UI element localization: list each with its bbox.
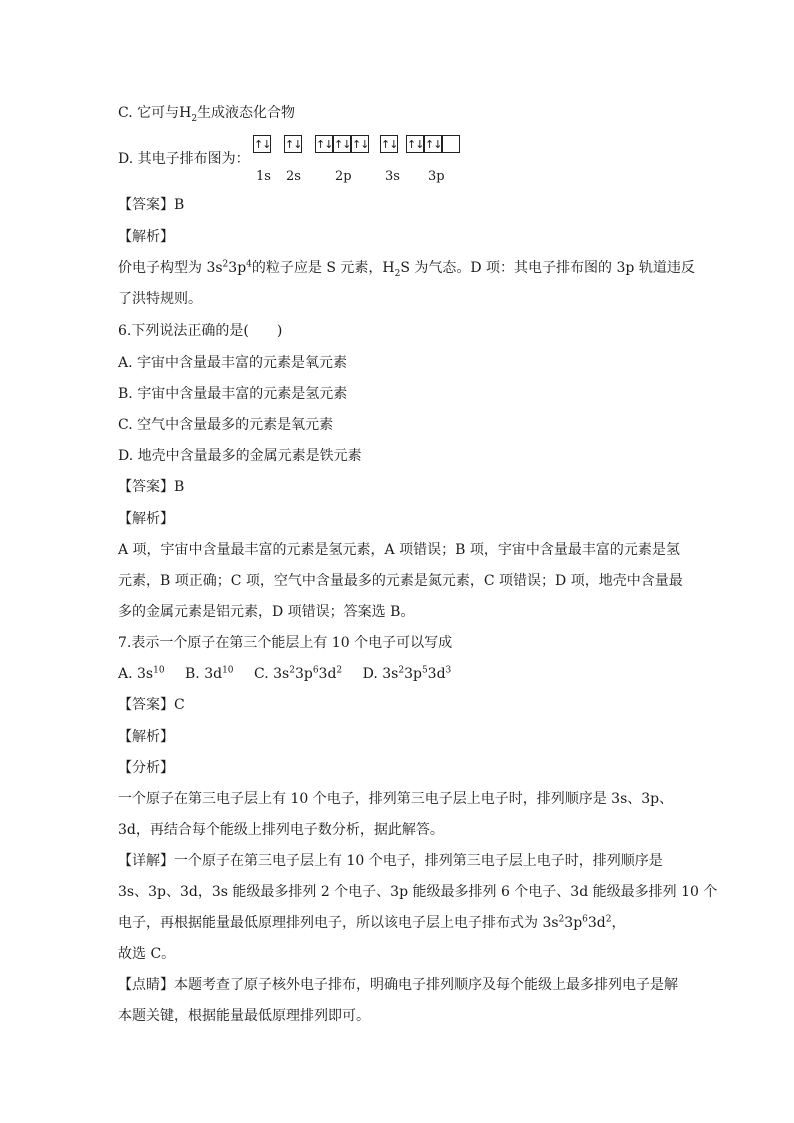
- text-run: 3d: [587, 915, 606, 931]
- superscript: 5: [421, 665, 428, 676]
- orbital-label-1s: 1s: [256, 169, 271, 184]
- q5-analysis-line-2: 了洪特规则。: [118, 291, 202, 307]
- orbital-box-2p-2: ↑↓: [333, 135, 351, 153]
- q7-xiangjie-line-3: [118, 913, 626, 933]
- q7-option-c: [254, 666, 342, 682]
- q6-analysis-heading: 【解析】: [118, 511, 174, 527]
- q7-xiangjie-line-4: 故选 C。: [118, 946, 176, 962]
- text-run: B. 3d: [185, 666, 223, 682]
- q5-analysis-heading: 【解析】: [118, 229, 174, 245]
- q7-stem: 7.表示一个原子在第三个能层上有 10 个电子可以写成: [118, 635, 453, 651]
- orbital-box-3p-2: ↑↓: [424, 135, 442, 153]
- text-run: ，: [611, 915, 626, 931]
- q5-answer: 【答案】B: [118, 197, 185, 213]
- orbital-box-3p-3: [442, 135, 460, 153]
- superscript: 6: [312, 665, 319, 676]
- q7-xiangjie-line-1: [118, 851, 663, 871]
- text-run: 3d: [427, 666, 446, 682]
- q7-option-d: [363, 666, 452, 682]
- q6-option-a: A. 宇宙中含量最丰富的元素是氧元素: [118, 355, 348, 371]
- q5-option-c-text: C. 它可与H: [118, 105, 192, 121]
- q6-analysis-line-1: A 项，宇宙中含量最丰富的元素是氢元素，A 项错误；B 项，宇宙中含量最丰富的元素是氢: [118, 542, 680, 558]
- orbital-label-3p: 3p: [428, 169, 445, 184]
- q6-answer: 【答案】B: [118, 479, 185, 495]
- orbital-label-2s: 2s: [286, 169, 301, 184]
- text-run: S 为气态。D 项：其电子排布图的 3p 轨道违反: [400, 260, 695, 276]
- superscript: 2: [222, 259, 229, 270]
- text-run: 3d: [318, 666, 337, 682]
- q5-option-c: [118, 103, 295, 123]
- text-run: 3p: [294, 666, 313, 682]
- superscript: 2: [398, 665, 405, 676]
- text-run: 价电子构型为 3s: [118, 260, 223, 276]
- superscript: 10: [153, 665, 165, 676]
- q6-option-b: B. 宇宙中含量最丰富的元素是氢元素: [118, 386, 348, 402]
- q7-fenxi-line-2: 3d，再结合每个能级上排列电子数分析，据此解答。: [118, 822, 444, 838]
- q5-option-d: D. 其电子排布图为：: [118, 151, 250, 167]
- orbital-box-2p-3: ↑↓: [351, 135, 369, 153]
- q7-option-a: [118, 666, 165, 682]
- q7-options: [118, 664, 451, 684]
- q7-dianjing-line-2: 本题关键，根据能量最低原理排列即可。: [118, 1008, 370, 1024]
- orbital-box-2p-1: ↑↓: [315, 135, 333, 153]
- superscript: 4: [246, 259, 252, 270]
- superscript: 2: [605, 914, 612, 925]
- orbital-label-2p: 2p: [335, 169, 352, 184]
- orbital-box-1s: ↑↓: [253, 135, 271, 153]
- xiangjie-heading: 【详解】: [118, 853, 174, 869]
- q6-stem: 6.下列说法正确的是( ): [118, 323, 283, 339]
- text-run: 电子，再根据能量最低原理排列电子，所以该电子层上电子排布式为 3s: [118, 915, 559, 931]
- q7-xiangjie-line-2: 3s、3p、3d，3s 能级最多排列 2 个电子、3p 能级最多排列 6 个电子、3d 能级最多排列 10 个: [118, 884, 718, 900]
- orbital-box-2s: ↑↓: [284, 135, 302, 153]
- text-run: A. 3s: [118, 666, 154, 682]
- superscript: 3: [445, 665, 452, 676]
- dianjing-heading: 【点睛】: [118, 977, 174, 993]
- q5-option-c-sub: 2: [191, 113, 198, 124]
- q7-fenxi-heading: 【分析】: [118, 760, 174, 776]
- superscript: 2: [289, 665, 295, 676]
- q7-analysis-heading: 【解析】: [118, 729, 174, 745]
- text-run: D. 3s: [362, 666, 399, 682]
- q7-option-b: [185, 666, 234, 682]
- q6-option-c: C. 空气中含量最多的元素是氧元素: [118, 417, 334, 433]
- q5-option-c-text-end: 生成液态化合物: [197, 105, 296, 121]
- superscript: 2: [336, 665, 343, 676]
- q7-dianjing-line-1: [118, 975, 678, 995]
- text-run: 3p: [564, 915, 583, 931]
- q7-answer: 【答案】C: [118, 697, 185, 713]
- orbital-box-3s: ↑↓: [380, 135, 398, 153]
- subscript: 2: [394, 268, 401, 279]
- text-run: 本题考查了原子核外电子排布，明确电子排列顺序及每个能级上最多排列电子是解: [174, 977, 678, 993]
- text-run: 3p: [228, 260, 247, 276]
- text-run: 一个原子在第三电子层上有 10 个电子，排列第三电子层上电子时，排列顺序是: [174, 853, 663, 869]
- superscript: 10: [222, 665, 234, 676]
- text-run: 的粒子应是 S 元素，H: [251, 260, 395, 276]
- q6-analysis-line-3: 多的金属元素是铝元素，D 项错误；答案选 B。: [118, 604, 415, 620]
- q7-fenxi-line-1: 一个原子在第三电子层上有 10 个电子，排列第三电子层上电子时，排列顺序是 3s、3p、: [118, 791, 674, 807]
- superscript: 6: [582, 914, 588, 925]
- orbital-label-3s: 3s: [385, 169, 400, 184]
- text-run: 3p: [404, 666, 422, 682]
- text-run: C. 3s: [253, 666, 290, 682]
- q5-analysis-line-1: [118, 258, 695, 278]
- superscript: 2: [558, 914, 565, 925]
- q6-analysis-line-2: 元素，B 项正确；C 项，空气中含量最多的元素是氮元素，C 项错误；D 项，地壳中含量最: [118, 573, 683, 589]
- orbital-box-3p-1: ↑↓: [406, 135, 424, 153]
- q6-option-d: D. 地壳中含量最多的金属元素是铁元素: [118, 448, 362, 464]
